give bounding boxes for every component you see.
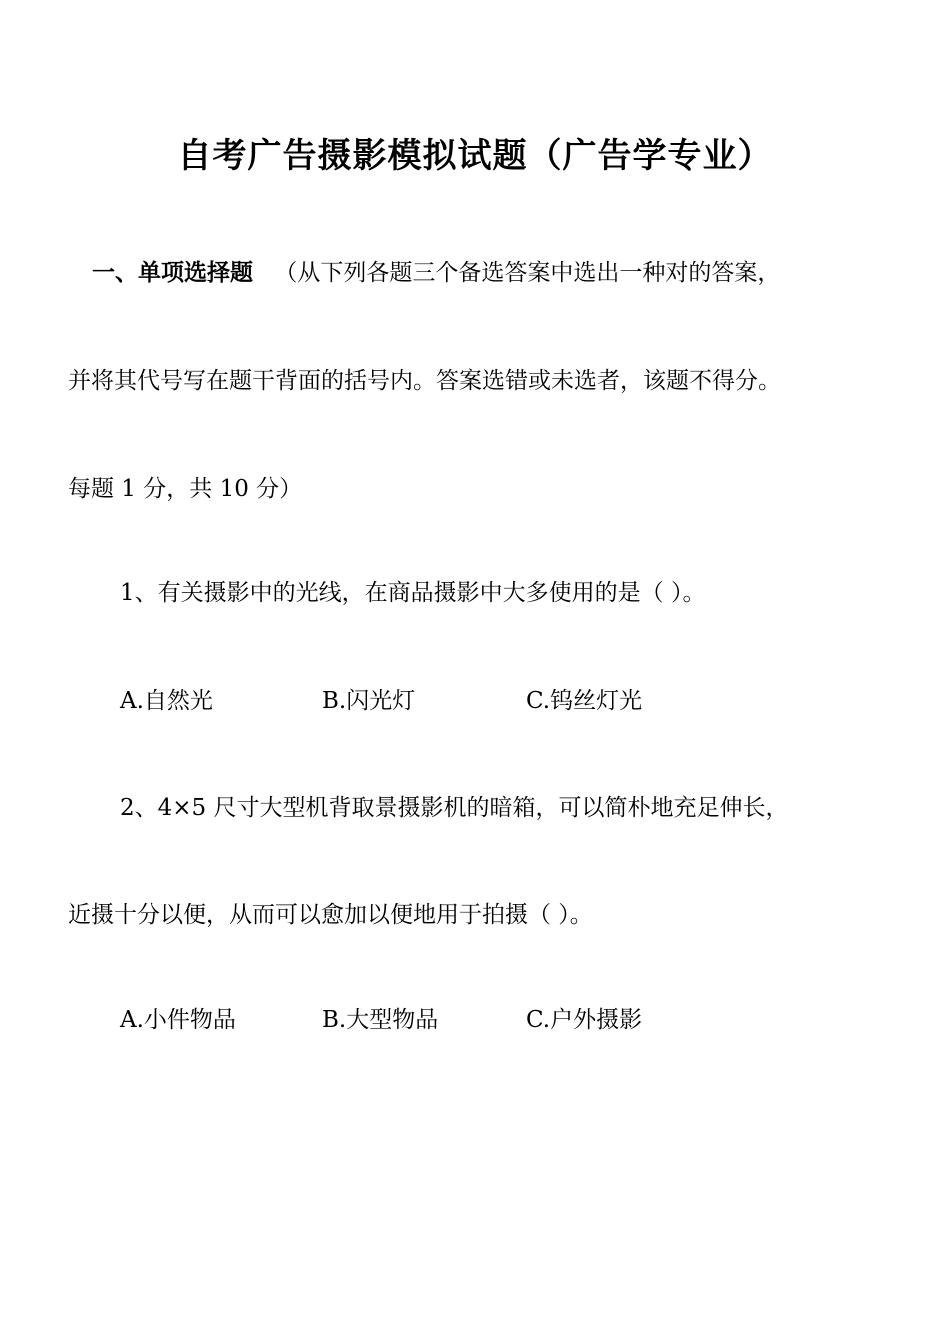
- question-2-option-b: B.大型物品: [322, 1007, 439, 1033]
- instructions-text-1: （从下列各题三个备选答案中选出一种对的答案，: [274, 260, 781, 286]
- question-2-text-2: 近摄十分以便，从而可以愈加以便地用于拍摄（ ）。: [68, 902, 593, 928]
- question-2-option-c: C.户外摄影: [526, 1007, 643, 1033]
- question-1-option-a: A.自然光: [120, 688, 213, 714]
- question-1-option-b: B.闪光灯: [322, 688, 416, 714]
- instructions-text-3: 每题 1 分，共 10 分）: [68, 476, 303, 502]
- question-2-option-a: A.小件物品: [120, 1007, 236, 1033]
- question-1-text: 1、有关摄影中的光线，在商品摄影中大多使用的是（ ）。: [120, 580, 706, 606]
- section-heading: 一、单项选择题: [92, 260, 253, 286]
- page-title: 自考广告摄影模拟试题（广告学专业）: [177, 136, 773, 176]
- instructions-text-2: 并将其代号写在题干背面的括号内。答案选错或未选者，该题不得分。: [68, 368, 781, 394]
- question-2-text-1: 2、4×5 尺寸大型机背取景摄影机的暗箱，可以简朴地充足伸长，: [120, 795, 789, 821]
- question-1-option-c: C.钨丝灯光: [526, 688, 643, 714]
- question-1-options: [120, 686, 820, 716]
- question-2-options: [120, 1005, 820, 1035]
- section-intro-line-1: [92, 258, 780, 288]
